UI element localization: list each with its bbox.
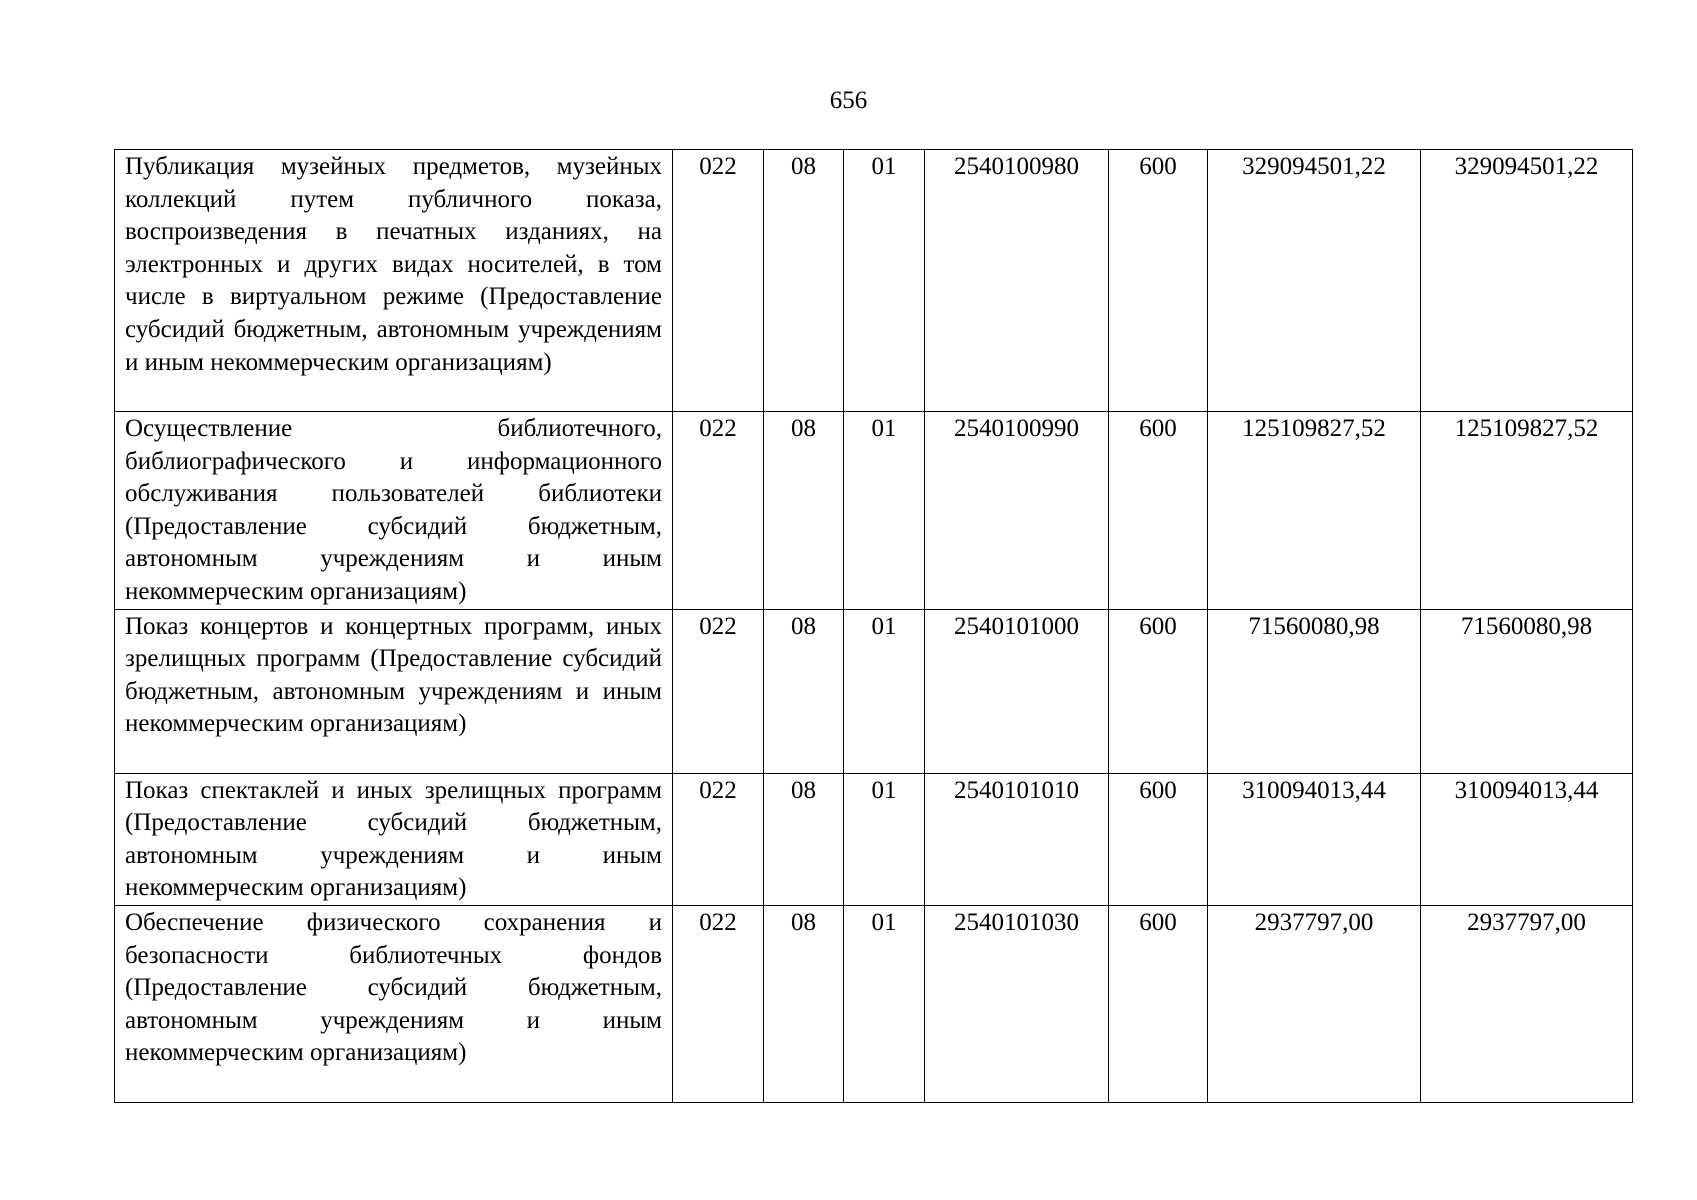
amount-second: 2937797,00 [1421, 905, 1633, 1102]
target-article-code: 2540101030 [925, 905, 1109, 1102]
expense-type-code: 600 [1109, 150, 1208, 412]
page-number: 656 [829, 87, 868, 114]
section-code: 08 [764, 609, 844, 773]
section-code: 08 [764, 773, 844, 905]
section-code: 08 [764, 150, 844, 412]
section-code: 08 [764, 412, 844, 610]
amount-first: 2937797,00 [1208, 905, 1421, 1102]
target-article-code: 2540101010 [925, 773, 1109, 905]
expense-type-code: 600 [1109, 412, 1208, 610]
grbs-code: 022 [673, 150, 764, 412]
row-description: Публикация музейных предметов, музейных коллекций путем публичного показа, воспроизведения в печатных изданиях, на электронных и других видах носителей, в том числе в виртуальном режиме (Предоставление субсидий бюджетным, автономным учреждениям и иным некоммерческим организациям) [115, 150, 673, 412]
target-article-code: 2540101000 [925, 609, 1109, 773]
amount-second: 329094501,22 [1421, 150, 1633, 412]
amount-first: 125109827,52 [1208, 412, 1421, 610]
subsection-code: 01 [844, 609, 925, 773]
expense-type-code: 600 [1109, 905, 1208, 1102]
amount-second: 310094013,44 [1421, 773, 1633, 905]
table-row [115, 150, 1633, 412]
table-row [115, 773, 1633, 905]
grbs-code: 022 [673, 773, 764, 905]
grbs-code: 022 [673, 412, 764, 610]
subsection-code: 01 [844, 905, 925, 1102]
row-description: Обеспечение физического сохранения и безопасности библиотечных фондов (Предоставление субсидий бюджетным, автономным учреждениям и иным некоммерческим организациям) [115, 905, 673, 1102]
row-description: Показ концертов и концертных программ, иных зрелищных программ (Предоставление субсидий бюджетным, автономным учреждениям и иным некоммерческим организациям) [115, 609, 673, 773]
grbs-code: 022 [673, 609, 764, 773]
target-article-code: 2540100980 [925, 150, 1109, 412]
grbs-code: 022 [673, 905, 764, 1102]
target-article-code: 2540100990 [925, 412, 1109, 610]
amount-second: 71560080,98 [1421, 609, 1633, 773]
amount-first: 310094013,44 [1208, 773, 1421, 905]
section-code: 08 [764, 905, 844, 1102]
subsection-code: 01 [844, 150, 925, 412]
row-description: Показ спектаклей и иных зрелищных программ (Предоставление субсидий бюджетным, автономным учреждениям и иным некоммерческим организациям) [115, 773, 673, 905]
table-row [115, 609, 1633, 773]
budget-table [114, 149, 1633, 1103]
expense-type-code: 600 [1109, 773, 1208, 905]
subsection-code: 01 [844, 412, 925, 610]
subsection-code: 01 [844, 773, 925, 905]
table-row [115, 412, 1633, 610]
expense-type-code: 600 [1109, 609, 1208, 773]
table-row [115, 905, 1633, 1102]
amount-first: 329094501,22 [1208, 150, 1421, 412]
amount-second: 125109827,52 [1421, 412, 1633, 610]
row-description: Осуществление библиотечного, библиографического и информационного обслуживания пользователей библиотеки (Предоставление субсидий бюджетным, автономным учреждениям и иным некоммерческим организациям) [115, 412, 673, 610]
amount-first: 71560080,98 [1208, 609, 1421, 773]
